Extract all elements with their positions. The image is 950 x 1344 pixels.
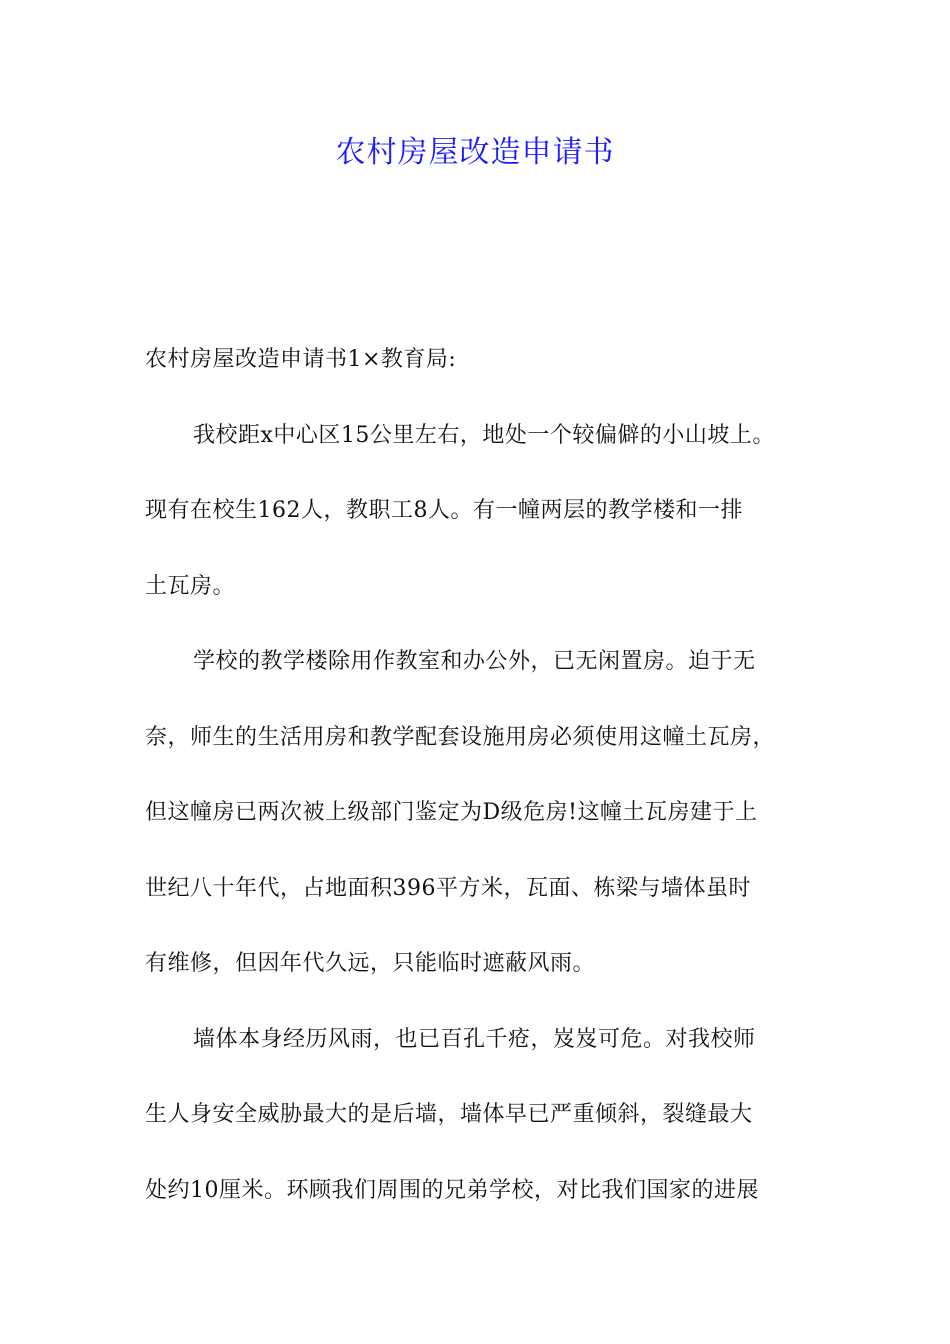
paragraph-2-line-1: 学校的教学楼除用作教室和办公外，已无闲置房。迫于无 [193,649,756,674]
paragraph-2-line-5: 有维修，但因年代久远，只能临时遮蔽风雨。 [145,951,596,976]
paragraph-2-line-2: 奈，师生的生活用房和教学配套设施用房必须使用这幢土瓦房， [145,724,776,750]
paragraph-1-line-1: 我校距x中心区15公里左右，地处一个较偏僻的小山坡上。 [193,422,775,448]
paragraph-3-line-2: 生人身安全威胁最大的是后墙，墙体早已严重倾斜，裂缝最大 [145,1102,753,1127]
paragraph-2-line-3: 但这幢房已两次被上级部门鉴定为D级危房!这幢土瓦房建于上 [145,800,758,825]
paragraph-3-line-1: 墙体本身经历风雨，也已百孔千疮，岌岌可危。对我校师 [193,1026,756,1052]
paragraph-2-line-4: 世纪八十年代，占地面积396平方米，瓦面、栋梁与墙体虽时 [145,875,751,901]
paragraph-3-line-3: 处约10厘米。环顾我们周围的兄弟学校，对比我们国家的进展 [145,1177,759,1203]
document-title: 农村房屋改造申请书 [335,135,615,170]
paragraph-1-line-3: 土瓦房。 [145,573,236,599]
document-body [145,337,815,1243]
salutation-line: 农村房屋改造申请书1×教育局: [145,347,457,372]
paragraph-1-line-2: 现有在校生162人，教职工8人。有一幢两层的教学楼和一排 [145,498,743,523]
